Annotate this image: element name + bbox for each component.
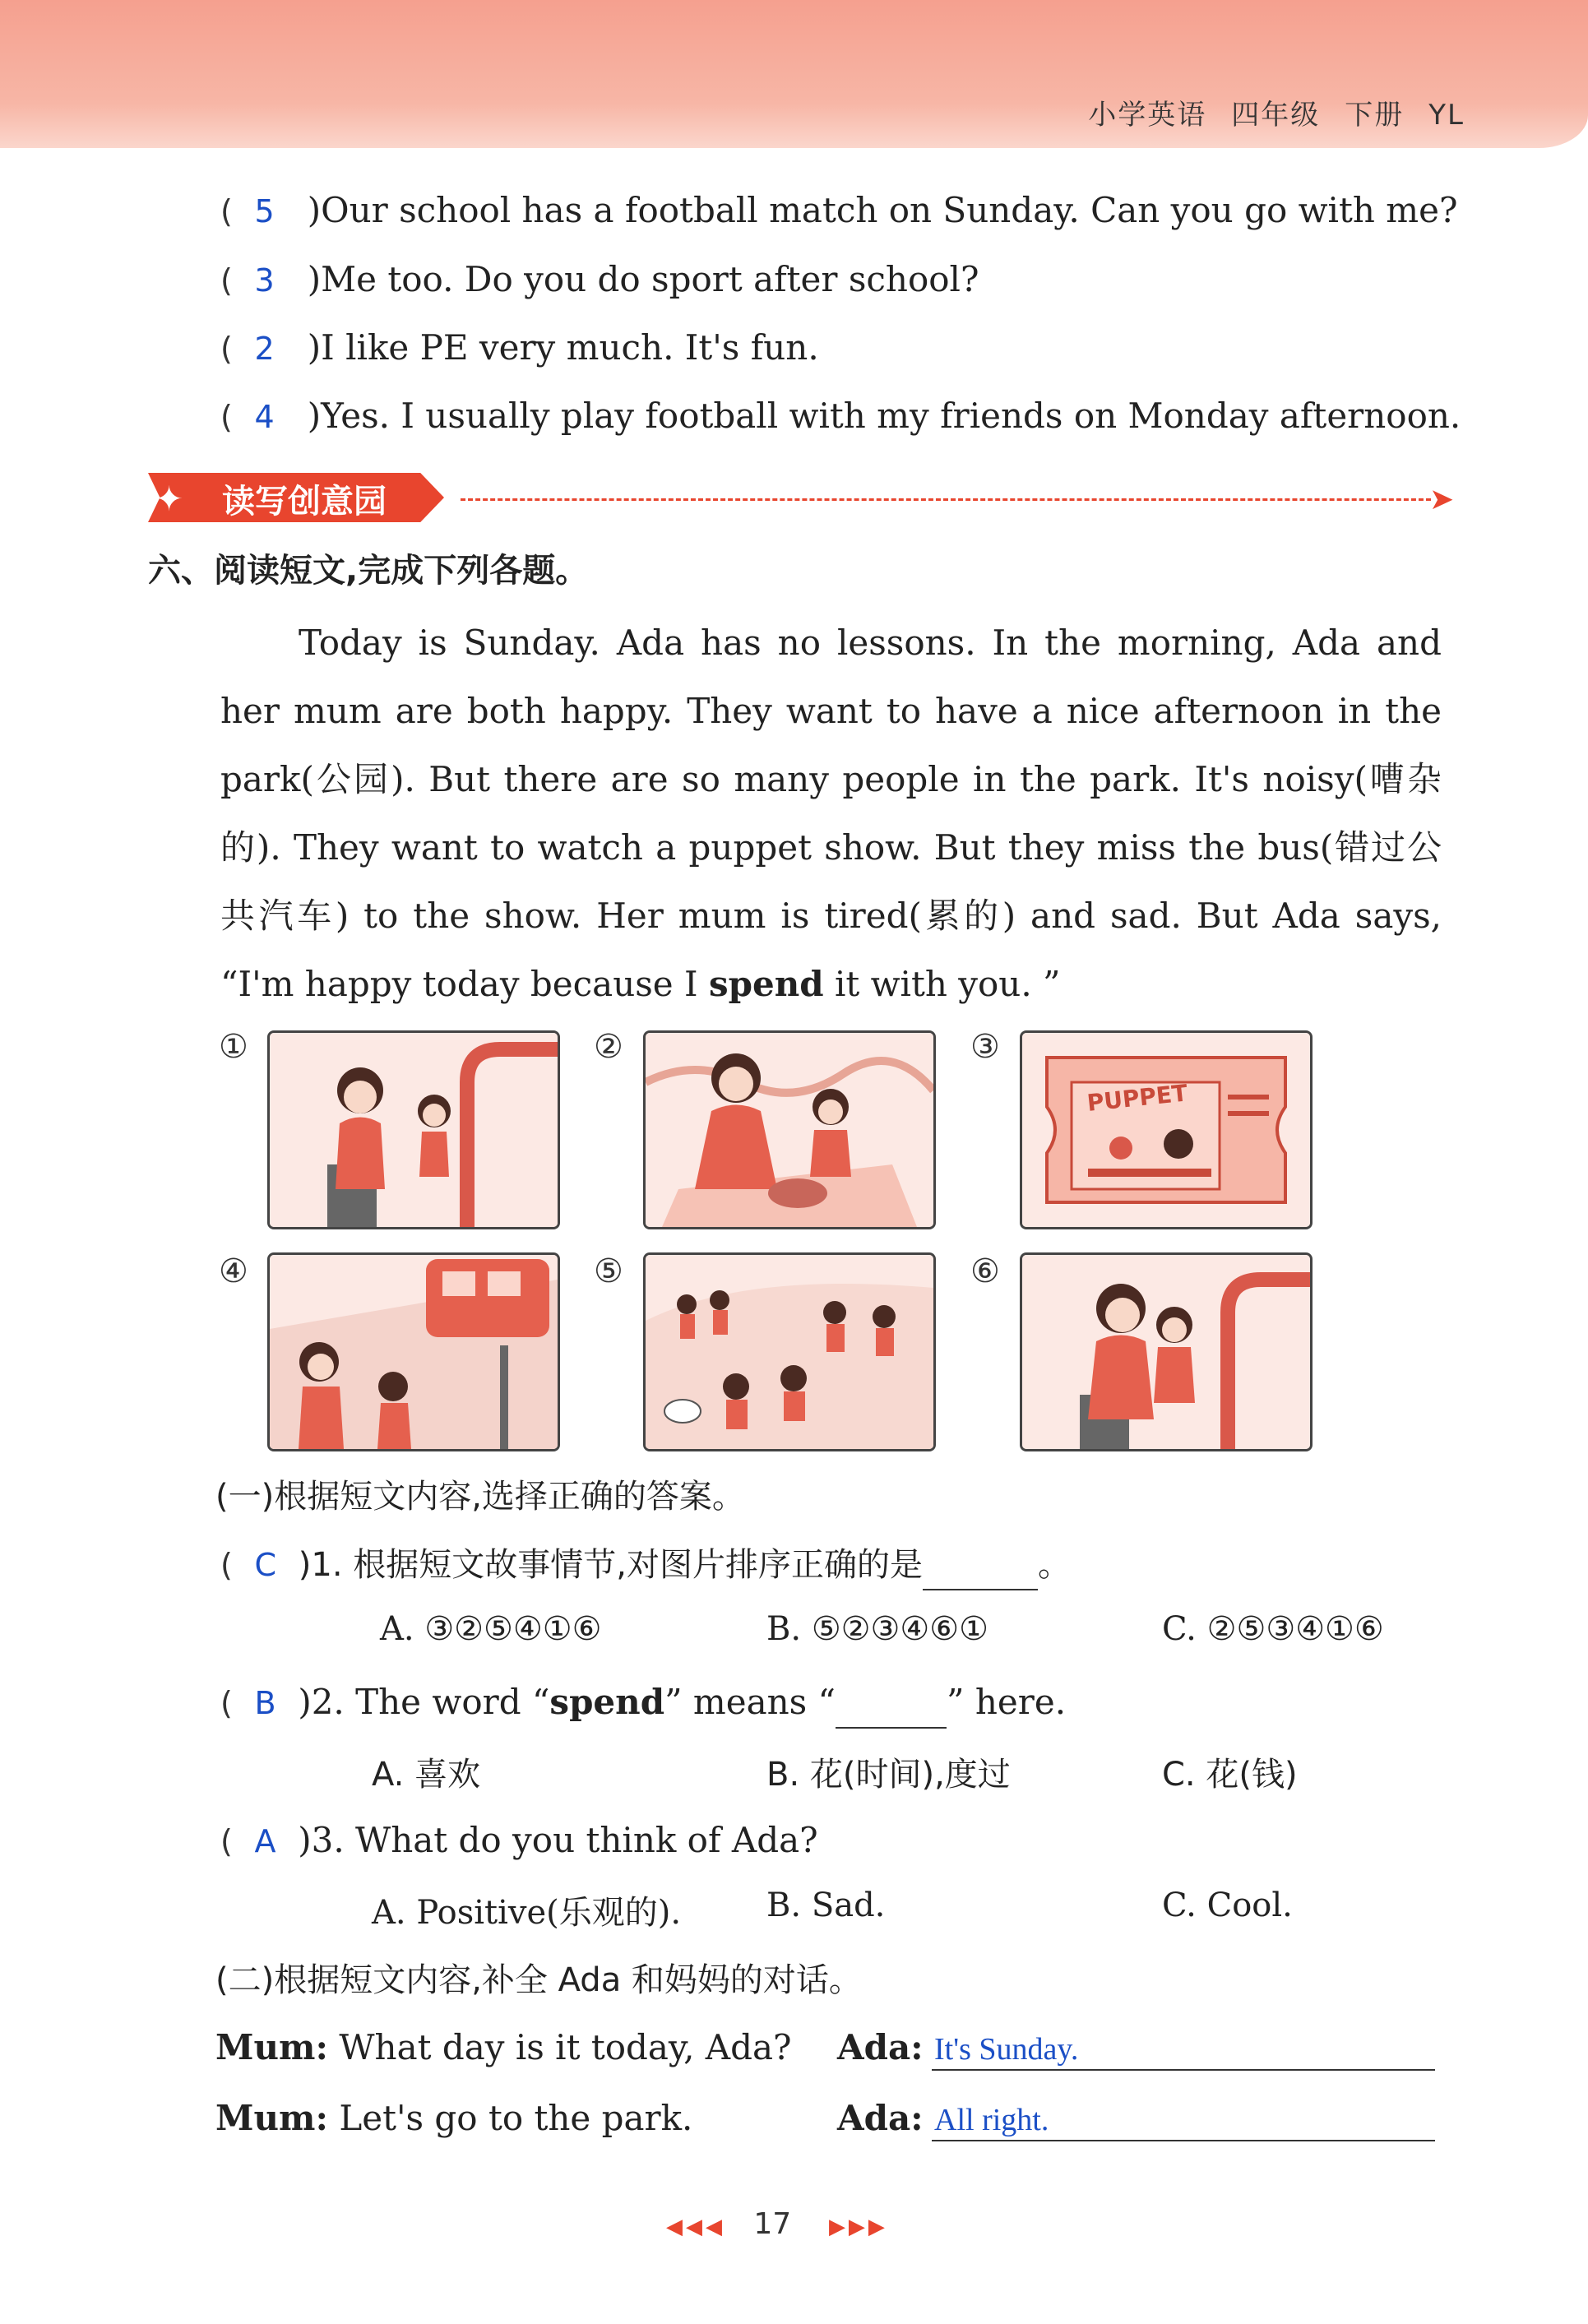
dialog-line-2-ada xyxy=(837,2094,1049,2145)
dialog-mum-line-2: Let's go to the park. xyxy=(339,2098,693,2138)
ordering-item-3: ( 2 )I like PE very much. It's fun. xyxy=(220,327,819,368)
header-subject: 小学英语 xyxy=(1088,99,1207,132)
picture-label-5: ⑤ xyxy=(594,1252,623,1290)
ordering-item-2: ( 3 )Me too. Do you do sport after school? xyxy=(220,259,979,299)
triangle-left-icon: ◀◀◀ xyxy=(666,2215,725,2239)
picture-label-4: ④ xyxy=(219,1252,248,1290)
picture-3 xyxy=(1020,1030,1313,1229)
question-2-bold-word: spend xyxy=(549,1682,665,1722)
dialog-line-2-mum xyxy=(215,2094,692,2143)
question-2-option-a: A. 喜欢 xyxy=(372,1756,481,1794)
section-banner-label: 读写创意园 xyxy=(222,483,387,521)
mother-daughter-bench-icon xyxy=(270,1033,558,1227)
dialog-ada-answer-1: It's Sunday. xyxy=(934,2032,1079,2067)
puppet-ticket-icon xyxy=(1022,1033,1310,1227)
header-edition: YL xyxy=(1428,99,1465,132)
question-1-answer: C xyxy=(254,1547,277,1583)
passage-text-1: Today is Sunday. Ada has no lessons. In the morning, Ada and her mum are both happy. They want to have a nice afternoon in the park(公园). But there are so many people in the park. It's noisy(嘈杂的). They want to watch a puppet show. But they miss the bus(错过公共汽车) to the show. Her mum is tired(累的) and sad. But Ada says, “I'm happy today because I xyxy=(220,623,1442,1004)
picture-label-3: ③ xyxy=(970,1028,1000,1066)
passage-text-2: it with you. ” xyxy=(823,964,1061,1004)
ordering-answer-3: 2 xyxy=(254,331,275,367)
dialog-line-1-ada xyxy=(837,2023,1078,2074)
question-1-option-c: C. ②⑤③④①⑥ xyxy=(1162,1610,1384,1648)
dialog-speaker-ada-1: Ada: xyxy=(837,2027,924,2067)
question-2-option-b: B. 花(时间),度过 xyxy=(766,1756,1011,1794)
chevron-right-icon: ➤ xyxy=(1429,483,1455,516)
crowded-park-icon xyxy=(646,1255,933,1449)
picture-6 xyxy=(1020,1252,1313,1451)
dialog-speaker-mum-2: Mum: xyxy=(215,2098,328,2138)
missed-bus-icon xyxy=(270,1255,558,1449)
question-2: ( B )2. The word “spend” means “ ” here. xyxy=(220,1678,1066,1729)
question-2-option-c: C. 花(钱) xyxy=(1162,1756,1298,1794)
question-1-stem: )1. 根据短文故事情节,对图片排序正确的是 xyxy=(298,1546,923,1584)
dialog-ada-answer-2: All right. xyxy=(934,2103,1049,2137)
dialog-answer-line-1 xyxy=(932,2069,1435,2071)
ordering-answer-2: 3 xyxy=(254,262,275,299)
triangle-right-icon: ▶▶▶ xyxy=(828,2215,888,2239)
section-heading: 六、阅读短文,完成下列各题。 xyxy=(148,552,589,590)
header-volume: 下册 xyxy=(1345,99,1405,132)
part1-heading: (一)根据短文内容,选择正确的答案。 xyxy=(215,1478,745,1516)
question-3-stem: )3. What do you think of Ada? xyxy=(298,1820,818,1860)
ordering-item-4: ( 4 )Yes. I usually play football with my friends on Monday afternoon. xyxy=(220,396,1461,436)
dialog-mum-line-1: What day is it today, Ada? xyxy=(339,2027,792,2067)
question-3-option-c: C. Cool. xyxy=(1162,1887,1293,1924)
question-1-blank xyxy=(923,1539,1038,1590)
reading-passage xyxy=(220,609,1442,1018)
star-icon: ✦ xyxy=(155,479,184,519)
puppet-sign-text: PUPPET xyxy=(1086,1079,1189,1117)
dialog-answer-line-2 xyxy=(932,2140,1435,2141)
ordering-answer-4: 4 xyxy=(254,399,275,435)
ordering-item-1: ( 5 )Our school has a football match on Sunday. Can you go with me? xyxy=(220,190,1458,230)
question-1-option-a: A. ③②⑤④①⑥ xyxy=(380,1610,602,1648)
dialog-speaker-ada-2: Ada: xyxy=(837,2098,924,2138)
picture-5 xyxy=(643,1252,936,1451)
question-1: ( C )1. 根据短文故事情节,对图片排序正确的是 。 xyxy=(220,1539,1071,1590)
page-footer xyxy=(666,2207,888,2241)
passage-bold-word: spend xyxy=(708,964,824,1004)
ordering-text-2: )Me too. Do you do sport after school? xyxy=(307,259,979,299)
page-number: 17 xyxy=(753,2207,792,2241)
question-2-answer: B xyxy=(254,1685,276,1721)
header-grade: 四年级 xyxy=(1231,99,1321,132)
question-3-answer: A xyxy=(254,1823,276,1859)
question-1-option-b: B. ⑤②③④⑥① xyxy=(766,1610,988,1648)
hug-bench-icon xyxy=(1022,1255,1310,1449)
section-divider xyxy=(461,498,1431,501)
picture-4 xyxy=(267,1252,560,1451)
dialog-speaker-mum-1: Mum: xyxy=(215,2027,328,2067)
ordering-text-1: )Our school has a football match on Sunday. Can you go with me? xyxy=(307,190,1458,230)
header-book-info xyxy=(1063,92,1465,132)
question-2-blank xyxy=(836,1678,947,1729)
ordering-text-4: )Yes. I usually play football with my friends on Monday afternoon. xyxy=(307,396,1461,436)
ordering-answer-1: 5 xyxy=(254,193,275,229)
picnic-icon xyxy=(646,1033,933,1227)
dialog-line-1-mum xyxy=(215,2023,792,2072)
picture-1 xyxy=(267,1030,560,1229)
picture-label-6: ⑥ xyxy=(970,1252,1000,1290)
picture-label-2: ② xyxy=(594,1028,623,1066)
part2-heading: (二)根据短文内容,补全 Ada 和妈妈的对话。 xyxy=(215,1961,862,1999)
picture-2 xyxy=(643,1030,936,1229)
question-3-option-a: A. Positive(乐观的). xyxy=(372,1894,682,1932)
ordering-text-3: )I like PE very much. It's fun. xyxy=(307,327,819,368)
question-3: ( A )3. What do you think of Ada? xyxy=(220,1820,818,1860)
picture-label-1: ① xyxy=(219,1028,248,1066)
question-3-option-b: B. Sad. xyxy=(766,1887,886,1924)
